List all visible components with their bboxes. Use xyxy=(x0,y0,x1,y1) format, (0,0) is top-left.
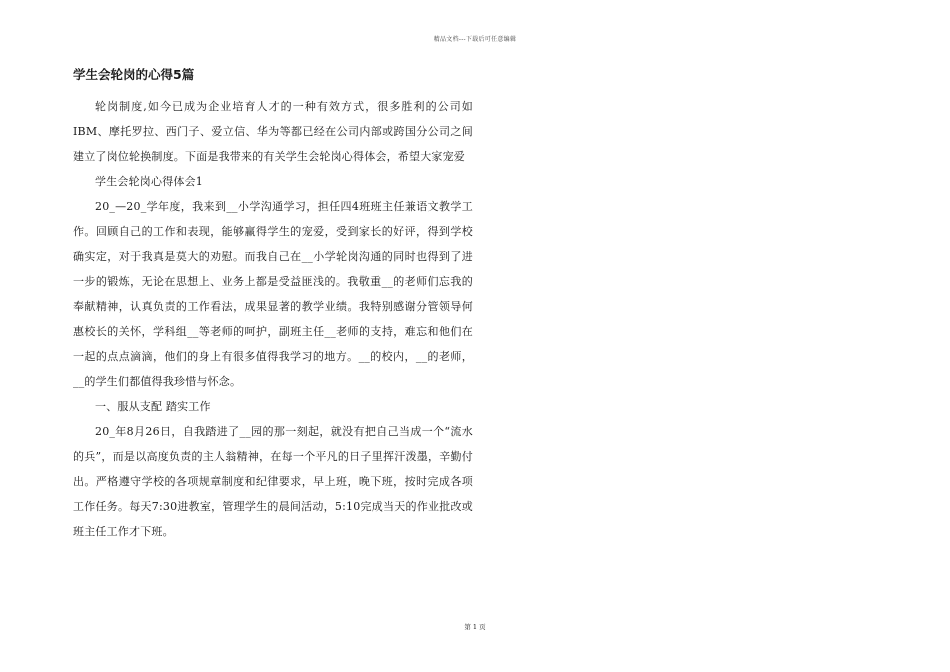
document-body xyxy=(73,66,473,544)
paragraph-intro: 轮岗制度,如今已成为企业培育人才的一种有效方式，很多胜利的公司如IBM、摩托罗拉、西门子、爱立信、华为等都已经在公司内部或跨国分公司之间建立了岗位轮换制度。下面是我带来的有关学生会轮岗心得体会，希望大家宠爱 xyxy=(73,100,473,163)
document-title: 学生会轮岗的心得5篇 xyxy=(73,67,195,82)
subsection-heading-1: 一、服从支配 踏实工作 xyxy=(95,400,211,413)
paragraph-body-1: 20_—20_学年度，我来到__小学沟通学习，担任四4班班主任兼语文教学工作。回顾自己的工作和表现，能够赢得学生的宠爱，受到家长的好评，得到学校确实定，对于我真是莫大的劝慰。而我自己在__小学轮岗沟通的同时也得到了进一步的锻炼，无论在思想上、业务上都是受益匪浅的。我敬重__的老师们忘我的奉献精神，认真负责的工作看法，成果显著的教学业绩。我特别感谢分管领导何惠校长的关怀，学科组__等老师的呵护，副班主任__老师的支持，难忘和他们在一起的点点滴滴，他们的身上有很多值得我学习的地方。__的校内，__的老师，__的学生们都值得我珍惜与怀念。 xyxy=(73,200,473,388)
paragraph-body-2: 20_年8月26日，自我踏进了__园的那一刻起，就没有把自己当成一个“流水的兵”，而是以高度负责的主人翁精神，在每一个平凡的日子里挥汗泼墨，辛勤付出。严格遵守学校的各项规章制度和纪律要求，早上班，晚下班，按时完成各项工作任务。每天7:30进教室，管理学生的晨间活动，5:10完成当天的作业批改或班主任工作才下班。 xyxy=(73,425,473,538)
section-heading-1: 学生会轮岗心得体会1 xyxy=(95,175,203,188)
page-header: 精品文档---下载后可任意编辑 xyxy=(433,36,517,43)
page-number: 第 1 页 xyxy=(464,623,486,631)
